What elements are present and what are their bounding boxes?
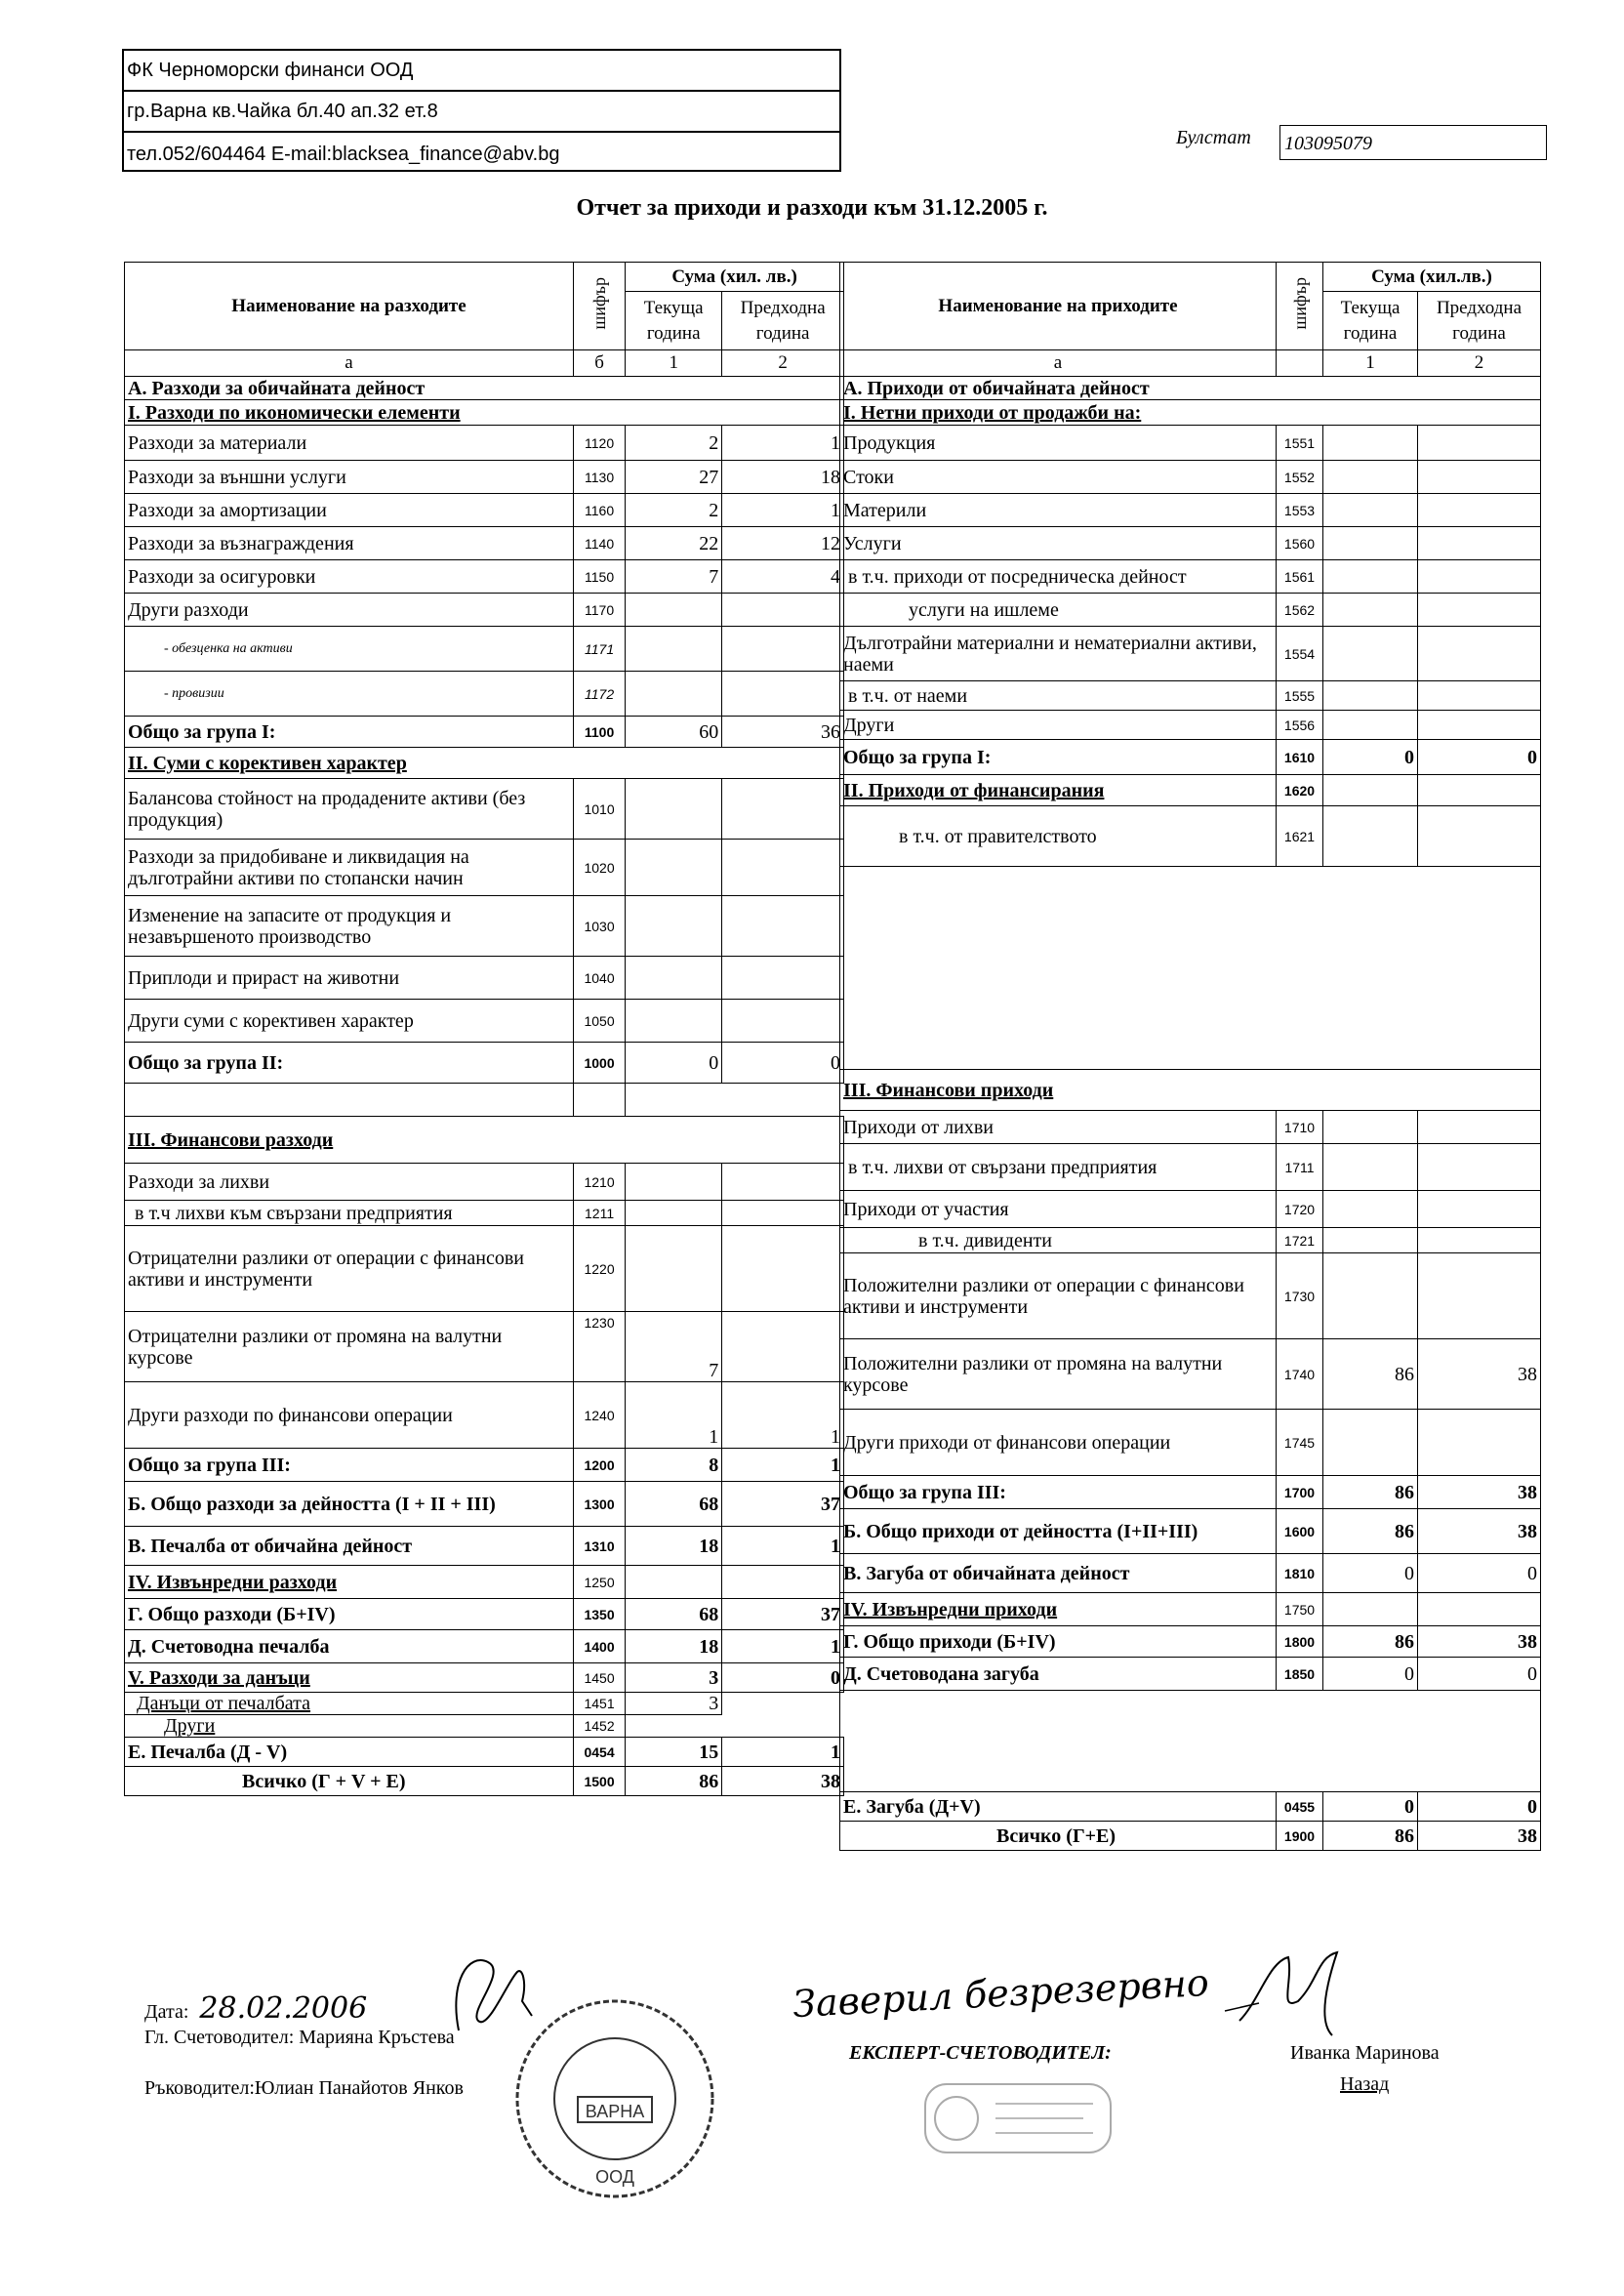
row-prev: 38 [1418, 1476, 1541, 1509]
row-code: 1211 [573, 1201, 625, 1226]
total-activity-expenses: Б. Общо разходи за дейността (I + II + III) [125, 1482, 574, 1527]
index-cell: а [125, 350, 574, 377]
row-prev [722, 1164, 844, 1201]
row-name: Разходи за амортизации [125, 494, 574, 527]
date-label: Дата: [144, 2001, 189, 2023]
profit-tax: Данъци от печалбата [125, 1693, 574, 1715]
income-name-header: Наименование на приходите [840, 263, 1277, 350]
row-code: 1562 [1277, 594, 1323, 627]
section-iii-expenses: III. Финансови разходи [125, 1117, 844, 1164]
row-cur: 0 [1323, 1658, 1418, 1691]
income-total-group-i: Общо за група I: [840, 740, 1277, 775]
net-profit: Е. Печалба (Д - V) [125, 1738, 574, 1767]
row-code: 1170 [573, 594, 625, 627]
row-code: 1010 [573, 779, 625, 840]
section-ii-income: II. Приходи от финансирания [840, 775, 1277, 806]
section-i-income: I. Нетни приходи от продажби на: [840, 400, 1541, 426]
code-header: шифър [573, 263, 625, 350]
row-code: 1553 [1277, 494, 1323, 527]
total-expenses: Г. Общо разходи (Б+IV) [125, 1599, 574, 1630]
index-cell: 2 [1418, 350, 1541, 377]
row-code: 1451 [573, 1693, 625, 1715]
row-code: 1750 [1277, 1593, 1323, 1626]
row-code: 1556 [1277, 711, 1323, 740]
row-code: 1160 [573, 494, 625, 527]
row-name: - обезценка на активи [125, 627, 574, 672]
row-cur: 86 [1323, 1476, 1418, 1509]
total-activity-income: Б. Общо приходи от дейността (I+II+III) [840, 1509, 1277, 1554]
row-prev [722, 1201, 844, 1226]
row-cur: 86 [1323, 1339, 1418, 1410]
row-code: 1100 [573, 717, 625, 748]
row-code: 1561 [1277, 560, 1323, 594]
row-code: 1554 [1277, 627, 1323, 681]
row-code: 1450 [573, 1663, 625, 1693]
row-cur: 0 [626, 1043, 722, 1084]
ordinary-loss: В. Загуба от обичайната дейност [840, 1554, 1277, 1593]
row-cur: 0 [1323, 740, 1418, 775]
row-code: 1040 [573, 957, 625, 1000]
section-ii-expenses: II. Суми с корективен характер [125, 748, 844, 779]
row-name: Приходи от участия [840, 1191, 1277, 1228]
row-code: 1740 [1277, 1339, 1323, 1410]
row-code: 1621 [1277, 806, 1323, 867]
expert-stamp [917, 2074, 1122, 2162]
row-code: 1000 [573, 1043, 625, 1084]
code-header: шифър [1277, 263, 1323, 350]
row-cur [626, 1226, 722, 1312]
row-name: Други приходи от финансови операции [840, 1410, 1277, 1476]
expenses-name-header: Наименование на разходите [125, 263, 574, 350]
row-code: 1400 [573, 1630, 625, 1663]
row-code: 1800 [1277, 1626, 1323, 1658]
accounting-profit: Д. Счетоводна печалба [125, 1630, 574, 1663]
row-prev: 38 [1418, 1626, 1541, 1658]
row-prev: 0 [1418, 740, 1541, 775]
row-name: в т.ч. лихви от свързани предприятия [840, 1144, 1277, 1191]
row-name: Услуги [840, 527, 1277, 560]
row-code: 0455 [1277, 1792, 1323, 1822]
total-group-ii: Общо за група II: [125, 1043, 574, 1084]
row-code: 1200 [573, 1449, 625, 1482]
company-address: гр.Варна кв.Чайка бл.40 ап.32 ет.8 [124, 92, 839, 133]
row-prev: 37 [722, 1482, 844, 1527]
row-prev: 0 [1418, 1658, 1541, 1691]
row-code: 1552 [1277, 461, 1323, 494]
row-code: 1150 [573, 560, 625, 594]
company-contact: тел.052/604464 E-mail:blacksea_finance@abv.bg [127, 144, 560, 165]
row-name: Материли [840, 494, 1277, 527]
row-name: Приплоди и прираст на животни [125, 957, 574, 1000]
row-prev: 38 [1418, 1509, 1541, 1554]
row-code: 1220 [573, 1226, 625, 1312]
row-cur: 0 [1323, 1792, 1418, 1822]
row-code: 1172 [573, 672, 625, 717]
section-iii-income: III. Финансови приходи [840, 1070, 1541, 1111]
row-prev: 1 [722, 494, 844, 527]
row-name: Стоки [840, 461, 1277, 494]
row-prev [722, 672, 844, 717]
row-name: - провизии [125, 672, 574, 717]
row-prev: 0 [722, 1663, 844, 1693]
expert-accountant-label: ЕКСПЕРТ-СЧЕТОВОДИТЕЛ: [849, 2042, 1112, 2064]
row-code: 1555 [1277, 681, 1323, 711]
company-stamp [508, 1991, 722, 2206]
row-prev: 37 [722, 1599, 844, 1630]
row-cur: 8 [626, 1449, 722, 1482]
svg-text:ВАРНА: ВАРНА [585, 2102, 645, 2121]
row-prev: 18 [722, 461, 844, 494]
row-cur: 86 [1323, 1822, 1418, 1851]
previous-year-header: Предходна година [1418, 292, 1541, 350]
row-cur: 3 [626, 1663, 722, 1693]
row-cur: 7 [626, 560, 722, 594]
row-cur: 2 [626, 494, 722, 527]
row-code: 1240 [573, 1382, 625, 1449]
section-i-expenses: I. Разходи по икономически елементи [125, 400, 844, 426]
row-code: 1500 [573, 1767, 625, 1796]
other-taxes: Други [125, 1715, 574, 1738]
index-cell: 2 [722, 350, 844, 377]
row-name: Други суми с корективен характер [125, 1000, 574, 1043]
ordinary-profit: В. Печалба от обичайна дейност [125, 1527, 574, 1566]
row-code: 1140 [573, 527, 625, 560]
row-prev: 12 [722, 527, 844, 560]
row-prev: 1 [722, 1382, 844, 1449]
row-name: в т.ч. приходи от посредническа дейност [840, 560, 1277, 594]
row-name: Отрицателни разлики от промяна на валутни курсове [125, 1312, 574, 1382]
svg-text:ООД: ООД [595, 2167, 634, 2187]
row-prev [722, 1566, 844, 1599]
row-cur: 15 [626, 1738, 722, 1767]
row-name: в т.ч. дивиденти [840, 1228, 1277, 1253]
total-income: Г. Общо приходи (Б+IV) [840, 1626, 1277, 1658]
row-prev: 1 [722, 426, 844, 461]
row-cur: 68 [626, 1482, 722, 1527]
row-name: в т.ч. от наеми [840, 681, 1277, 711]
row-cur: 1 [626, 1382, 722, 1449]
row-code: 1230 [573, 1312, 625, 1382]
row-cur: 60 [626, 717, 722, 748]
income-table [839, 262, 1541, 1851]
index-cell: а [840, 350, 1277, 377]
row-cur: 86 [1323, 1509, 1418, 1554]
bulstat-value: 103095079 [1279, 125, 1547, 160]
row-name: Разходи за материали [125, 426, 574, 461]
grand-total-income: Всичко (Г+Е) [840, 1822, 1277, 1851]
accounting-loss: Д. Счетоводана загуба [840, 1658, 1277, 1691]
row-code: 1050 [573, 1000, 625, 1043]
company-name: ФК Черноморски финанси ООД [124, 51, 839, 92]
signature-expert [1220, 1943, 1376, 2040]
row-prev [722, 1312, 844, 1382]
row-name: в т.ч лихви към свързани предприятия [125, 1201, 574, 1226]
row-name: Разходи за осигуровки [125, 560, 574, 594]
row-code: 1350 [573, 1599, 625, 1630]
row-cur [626, 1201, 722, 1226]
row-cur: 7 [626, 1312, 722, 1382]
row-prev [722, 627, 844, 672]
row-code: 1120 [573, 426, 625, 461]
bulstat-label: Булстат [1176, 127, 1251, 148]
row-name: Разходи за външни услуги [125, 461, 574, 494]
row-name: Други разходи по финансови операции [125, 1382, 574, 1449]
previous-year-header: Предходна година [722, 292, 844, 350]
row-code: 1610 [1277, 740, 1323, 775]
row-code: 1030 [573, 896, 625, 957]
certified-handwritten: Заверил безрезервно [792, 1960, 1210, 2027]
company-header-box [122, 49, 841, 172]
row-prev: 0 [722, 1043, 844, 1084]
index-cell: 1 [626, 350, 722, 377]
row-code: 1810 [1277, 1554, 1323, 1593]
row-code: 1900 [1277, 1822, 1323, 1851]
row-cur [626, 627, 722, 672]
report-title: Отчет за приходи и разходи към 31.12.2005 г. [576, 195, 1048, 221]
row-prev: 1 [722, 1527, 844, 1566]
row-prev: 38 [1418, 1339, 1541, 1410]
total-group-i: Общо за група I: [125, 717, 574, 748]
row-cur: 22 [626, 527, 722, 560]
row-code: 1720 [1277, 1191, 1323, 1228]
row-cur [626, 1164, 722, 1201]
section-a-expenses: А. Разходи за обичайната дейност [125, 377, 844, 400]
row-code: 1700 [1277, 1476, 1323, 1509]
row-name: Разходи за лихви [125, 1164, 574, 1201]
row-name: Други разходи [125, 594, 574, 627]
row-prev: 0 [1418, 1554, 1541, 1593]
row-name: Положителни разлики от промяна на валутни курсове [840, 1339, 1277, 1410]
income-total-group-iii: Общо за група III: [840, 1476, 1277, 1509]
tax-expenses: V. Разходи за данъци [125, 1663, 574, 1693]
row-name: Положителни разлики от операции с финансови активи и инструменти [840, 1253, 1277, 1339]
row-cur: 2 [626, 426, 722, 461]
row-prev: 4 [722, 560, 844, 594]
row-name: Отрицателни разлики от операции с финансови активи и инструменти [125, 1226, 574, 1312]
row-name: Разходи за възнаграждения [125, 527, 574, 560]
row-prev [722, 1226, 844, 1312]
row-cur [626, 672, 722, 717]
row-name: услуги на ишлеме [840, 594, 1277, 627]
row-cur: 27 [626, 461, 722, 494]
row-cur: 86 [626, 1767, 722, 1796]
row-prev: 36 [722, 717, 844, 748]
row-code: 1721 [1277, 1228, 1323, 1253]
row-code: 0454 [573, 1738, 625, 1767]
sum-header: Сума (хил.лв.) [1323, 263, 1541, 292]
row-code: 1020 [573, 840, 625, 896]
row-prev: 38 [722, 1767, 844, 1796]
expenses-table [124, 262, 844, 1796]
row-code: 1250 [573, 1566, 625, 1599]
date-value: 28.02.2006 [199, 1991, 368, 2026]
row-code: 1452 [573, 1715, 625, 1738]
extraordinary-income: IV. Извънредни приходи [840, 1593, 1277, 1626]
net-loss: Е. Загуба (Д+V) [840, 1792, 1277, 1822]
row-prev: 1 [722, 1738, 844, 1767]
row-cur: 18 [626, 1630, 722, 1663]
row-cur: 3 [626, 1693, 722, 1715]
section-a-income: А. Приходи от обичайната дейност [840, 377, 1541, 400]
row-prev [722, 594, 844, 627]
row-code: 1310 [573, 1527, 625, 1566]
row-prev: 38 [1418, 1822, 1541, 1851]
row-name: Други [840, 711, 1277, 740]
row-name: Изменение на запасите от продукция и незавършеното производство [125, 896, 574, 957]
row-name: в т.ч. от правителството [840, 806, 1277, 867]
extraordinary-expenses: IV. Извънредни разходи [125, 1566, 574, 1599]
row-name: Разходи за придобиване и ликвидация на дълготрайни активи по стопански начин [125, 840, 574, 896]
row-code: 1710 [1277, 1111, 1323, 1144]
row-code: 1210 [573, 1164, 625, 1201]
total-group-iii: Общо за група III: [125, 1449, 574, 1482]
row-code: 1171 [573, 627, 625, 672]
manager: Ръководител:Юлиан Панайотов Янков [144, 2077, 464, 2099]
row-name: Дълготрайни материални и нематериални активи, наеми [840, 627, 1277, 681]
row-cur [626, 1566, 722, 1599]
row-code: 1551 [1277, 426, 1323, 461]
sum-header: Сума (хил. лв.) [626, 263, 844, 292]
row-prev: 1 [722, 1630, 844, 1663]
row-cur: 68 [626, 1599, 722, 1630]
row-code: 1620 [1277, 775, 1323, 806]
expert-name: Иванка Маринова [1290, 2042, 1440, 2064]
row-cur [626, 594, 722, 627]
row-code: 1300 [573, 1482, 625, 1527]
row-prev: 0 [1418, 1792, 1541, 1822]
row-name: Продукция [840, 426, 1277, 461]
back-link[interactable]: Назад [1340, 2073, 1390, 2095]
row-code: 1711 [1277, 1144, 1323, 1191]
row-cur: 18 [626, 1527, 722, 1566]
grand-total-expenses: Всичко (Г + V + Е) [125, 1767, 574, 1796]
row-cur: 86 [1323, 1626, 1418, 1658]
row-code: 1730 [1277, 1253, 1323, 1339]
row-cur: 0 [1323, 1554, 1418, 1593]
row-code: 1850 [1277, 1658, 1323, 1691]
row-code: 1600 [1277, 1509, 1323, 1554]
current-year-header: Текуща година [626, 292, 722, 350]
row-name: Приходи от лихви [840, 1111, 1277, 1144]
index-cell: б [573, 350, 625, 377]
current-year-header: Текуща година [1323, 292, 1418, 350]
row-code: 1130 [573, 461, 625, 494]
index-cell: 1 [1323, 350, 1418, 377]
chief-accountant: Гл. Счетоводител: Марияна Кръстева [144, 2027, 455, 2048]
date-line [144, 1991, 367, 2026]
row-code: 1745 [1277, 1410, 1323, 1476]
row-code: 1560 [1277, 527, 1323, 560]
row-prev: 1 [722, 1449, 844, 1482]
row-name: Балансова стойност на продадените активи (без продукция) [125, 779, 574, 840]
